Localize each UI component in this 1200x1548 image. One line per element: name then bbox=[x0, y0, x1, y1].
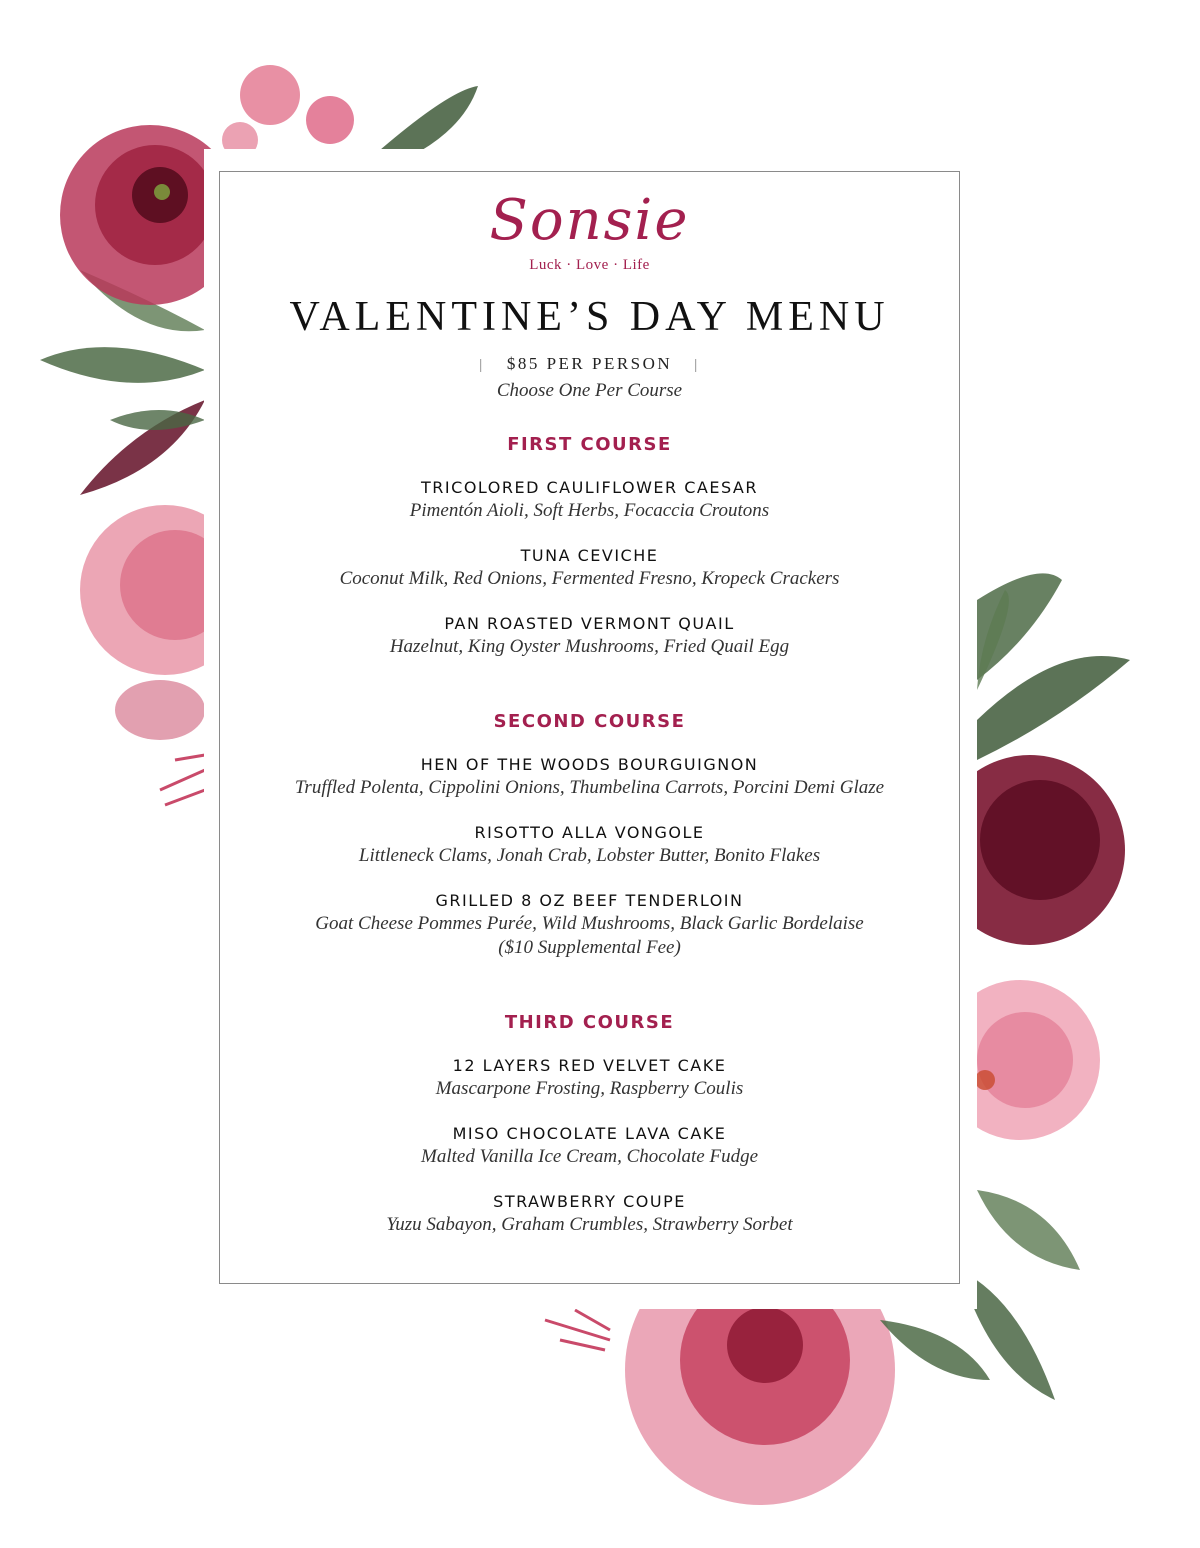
dish-description: Malted Vanilla Ice Cream, Chocolate Fudge bbox=[421, 1146, 758, 1167]
dish-description: Pimentón Aioli, Soft Herbs, Focaccia Croutons bbox=[409, 500, 770, 521]
dish-name: HEN OF THE WOODS BOURGUIGNON bbox=[420, 755, 759, 774]
menu-item bbox=[219, 477, 960, 523]
dish-description: Truffled Polenta, Cippolini Onions, Thumbelina Carrots, Porcini Demi Glaze bbox=[294, 777, 885, 798]
price: $85 PER PERSON bbox=[506, 354, 673, 373]
menu-item bbox=[219, 545, 960, 591]
course-section bbox=[219, 1012, 960, 1237]
dish-description: Coconut Milk, Red Onions, Fermented Fresno, Kropeck Crackers bbox=[339, 568, 840, 589]
menu-item bbox=[219, 1055, 960, 1101]
price-row bbox=[219, 354, 960, 374]
menu-card bbox=[204, 149, 977, 1309]
divider-bar: | bbox=[694, 357, 700, 373]
menu-item bbox=[219, 1123, 960, 1169]
dish-name: RISOTTO ALLA VONGOLE bbox=[474, 823, 705, 842]
dish-name: MISO CHOCOLATE LAVA CAKE bbox=[452, 1124, 727, 1143]
dish-description: Goat Cheese Pommes Purée, Wild Mushrooms, Black Garlic Bordelaise bbox=[315, 913, 864, 934]
dish-name: GRILLED 8 OZ BEEF TENDERLOIN bbox=[435, 891, 744, 910]
dish-name: 12 LAYERS RED VELVET CAKE bbox=[452, 1056, 727, 1075]
menu-item bbox=[219, 822, 960, 868]
course-title: THIRD COURSE bbox=[504, 1012, 675, 1033]
course-section bbox=[219, 434, 960, 659]
dish-note: ($10 Supplemental Fee) bbox=[498, 937, 681, 958]
dish-description: Mascarpone Frosting, Raspberry Coulis bbox=[435, 1078, 744, 1099]
brand-tagline: Luck · Love · Life bbox=[529, 257, 650, 273]
menu-item bbox=[219, 890, 960, 960]
menu-item bbox=[219, 613, 960, 659]
course-title: SECOND COURSE bbox=[493, 711, 686, 732]
dish-description: Hazelnut, King Oyster Mushrooms, Fried Quail Egg bbox=[389, 636, 790, 657]
divider-bar: | bbox=[479, 357, 485, 373]
menu-title: VALENTINE’S DAY MENU bbox=[289, 294, 890, 340]
dish-name: STRAWBERRY COUPE bbox=[493, 1192, 686, 1211]
dish-description: Littleneck Clams, Jonah Crab, Lobster Butter, Bonito Flakes bbox=[358, 845, 821, 866]
brand-logo: Sonsie bbox=[489, 188, 690, 253]
menu-item bbox=[219, 1191, 960, 1237]
dish-name: PAN ROASTED VERMONT QUAIL bbox=[444, 614, 735, 633]
menu-subtitle: Choose One Per Course bbox=[496, 380, 683, 401]
dish-name: TUNA CEVICHE bbox=[520, 546, 659, 565]
dish-description: Yuzu Sabayon, Graham Crumbles, Strawberry Sorbet bbox=[386, 1214, 793, 1235]
dish-name: TRICOLORED CAULIFLOWER CAESAR bbox=[421, 478, 758, 497]
menu-content bbox=[219, 171, 960, 1237]
course-section bbox=[219, 711, 960, 960]
course-title: FIRST COURSE bbox=[507, 434, 672, 455]
menu-item bbox=[219, 754, 960, 800]
